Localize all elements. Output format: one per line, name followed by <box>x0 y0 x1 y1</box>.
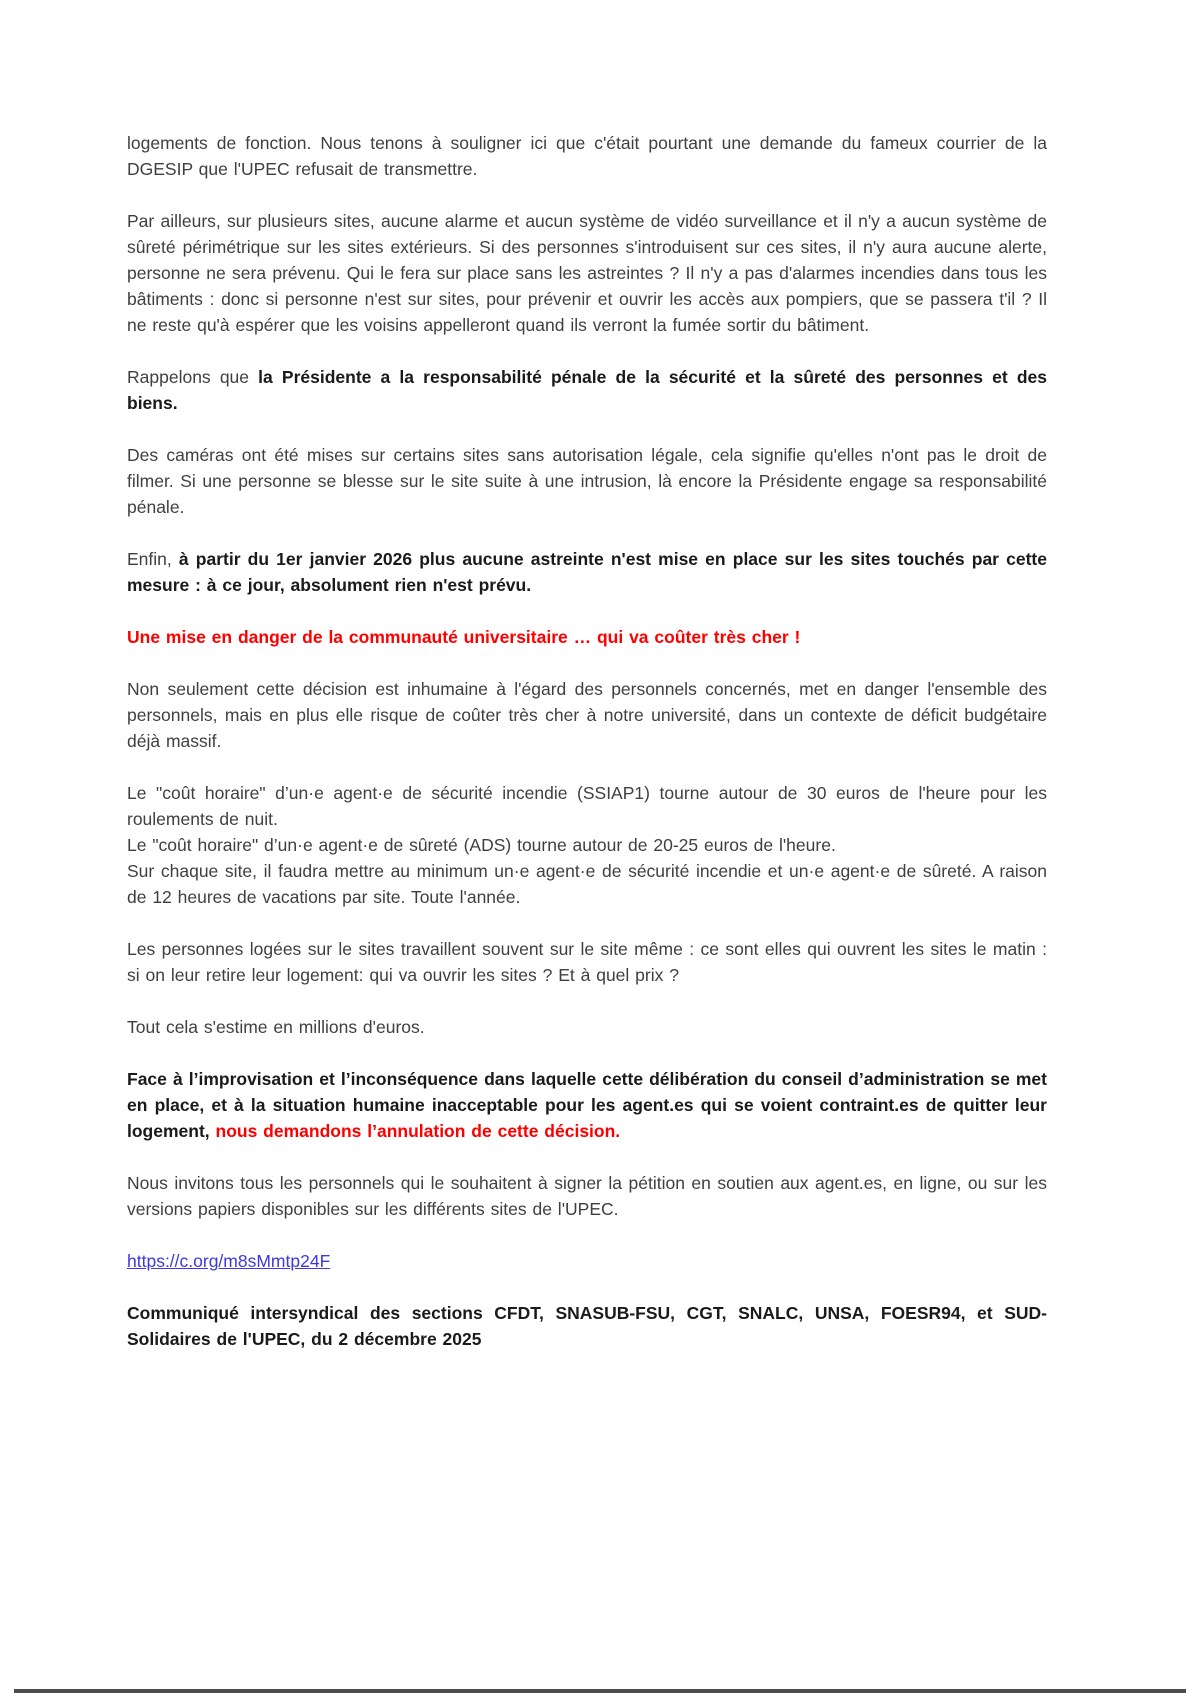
text-run: Non seulement cette décision est inhumaine à l'égard des personnels concernés, met en danger l'ensemble des personnels, mais en plus elle risque de coûter très cher à notre université, dans un contexte de déficit budgétaire déjà massif. <box>127 679 1047 751</box>
text-run: Tout cela s'estime en millions d'euros. <box>127 1017 425 1037</box>
section-heading-red <box>127 624 1047 650</box>
text-run: Une mise en danger de la communauté universitaire … qui va coûter très cher ! <box>127 627 801 647</box>
text-run: nous demandons l’annulation de cette décision. <box>215 1121 621 1141</box>
text-run: Le "coût horaire" d’un·e agent·e de sécurité incendie (SSIAP1) tourne autour de 30 euros de l'heure pour les roulements de nuit. <box>127 783 1047 829</box>
text-run: logements de fonction. Nous tenons à souligner ici que c'était pourtant une demande du fameux courrier de la DGESIP que l'UPEC refusait de transmettre. <box>127 133 1047 179</box>
text-run: Les personnes logées sur le sites travaillent souvent sur le site même : ce sont elles qui ouvrent les sites le matin : si on leur retire leur logement: qui va ouvrir les sites ? Et à quel prix ? <box>127 939 1047 985</box>
paragraph-alarmes <box>127 208 1047 338</box>
paragraph-rappelons <box>127 364 1047 416</box>
paragraph-cout-ssiap <box>127 780 1047 832</box>
paragraph-cameras <box>127 442 1047 520</box>
text-run: Rappelons que <box>127 367 259 387</box>
paragraph-demande-annulation <box>127 1066 1047 1144</box>
paragraph-link <box>127 1248 1047 1274</box>
text-run: Des caméras ont été mises sur certains sites sans autorisation légale, cela signifie qu'elles n'ont pas le droit de filmer. Si une personne se blesse sur le site suite à une intrusion, là encore la Présidente engage sa responsabilité pénale. <box>127 445 1047 517</box>
paragraph-cout-site <box>127 858 1047 910</box>
paragraph-enfin <box>127 546 1047 598</box>
text-run: la Présidente a la responsabilité pénale de la sécurité et la sûreté des personnes et des biens. <box>127 367 1047 413</box>
paragraph-logements <box>127 130 1047 182</box>
petition-link[interactable]: https://c.org/m8sMmtp24F <box>127 1251 331 1271</box>
text-run: Communiqué intersyndical des sections CFDT, SNASUB-FSU, CGT, SNALC, UNSA, FOESR94, et SUD-Solidaires de l'UPEC, du 2 décembre 2025 <box>127 1303 1047 1349</box>
text-run: Le "coût horaire" d’un·e agent·e de sûreté (ADS) tourne autour de 20-25 euros de l'heure. <box>127 835 836 855</box>
paragraph-millions <box>127 1014 1047 1040</box>
text-run: Nous invitons tous les personnels qui le souhaitent à signer la pétition en soutien aux agent.es, en ligne, ou sur les versions papiers disponibles sur les différents sites de l'UPEC. <box>127 1173 1047 1219</box>
text-run: Face à l’improvisation et l’inconséquence dans laquelle cette délibération du conseil d’administration se met en place, et à la situation humaine inacceptable pour les agent.es qui se voient contraint.es de quitter leur logement, <box>127 1069 1047 1141</box>
text-run: Sur chaque site, il faudra mettre au minimum un·e agent·e de sécurité incendie et un·e agent·e de sûreté. A raison de 12 heures de vacations par site. Toute l'année. <box>127 861 1047 907</box>
paragraph-personnes-logees <box>127 936 1047 988</box>
paragraph-signature <box>127 1300 1047 1352</box>
paragraph-petition <box>127 1170 1047 1222</box>
paragraph-cout-ads <box>127 832 1047 858</box>
text-run: à partir du 1er janvier 2026 plus aucune astreinte n'est mise en place sur les sites touchés par cette mesure : à ce jour, absolument rien n'est prévu. <box>127 549 1047 595</box>
text-run: Enfin, <box>127 549 179 569</box>
paragraph-non-seulement <box>127 676 1047 754</box>
page-bottom-divider <box>14 1689 1186 1693</box>
text-run: Par ailleurs, sur plusieurs sites, aucune alarme et aucun système de vidéo surveillance et il n'y a aucun système de sûreté périmétrique sur les sites extérieurs. Si des personnes s'introduisent sur ces sites, il n'y aura aucune alerte, personne ne sera prévenu. Qui le fera sur place sans les astreintes ? Il n'y a pas d'alarmes incendies dans tous les bâtiments : donc si personne n'est sur sites, pour prévenir et ouvrir les accès aux pompiers, que se passera t'il ? Il ne reste qu'à espérer que les voisins appelleront quand ils verront la fumée sortir du bâtiment. <box>127 211 1047 335</box>
